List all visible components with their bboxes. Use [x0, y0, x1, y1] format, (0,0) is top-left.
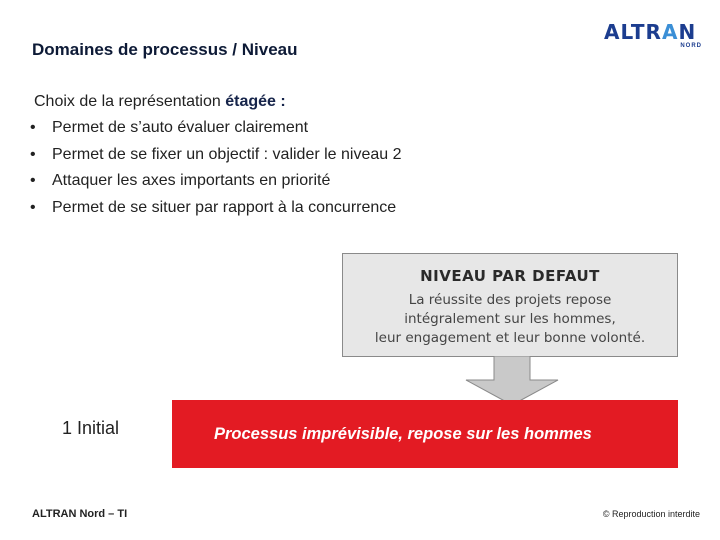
- bullet-item: [30, 195, 402, 222]
- bullet-dot: •: [30, 172, 36, 189]
- bullet-text: Attaquer les axes importants en priorité: [52, 172, 331, 189]
- slide-title: Domaines de processus / Niveau: [32, 40, 298, 59]
- bullet-list: [30, 115, 402, 221]
- bullet-text: Permet de se fixer un objectif : valider le niveau 2: [52, 145, 402, 163]
- logo-word-accent: A: [661, 20, 679, 44]
- callout-body: [343, 291, 677, 348]
- altran-logo: [604, 22, 704, 52]
- intro-line: [34, 89, 286, 115]
- bullet-item: [30, 115, 402, 142]
- level-label: 1 Initial: [62, 418, 120, 438]
- intro-lead-strong: étagée :: [225, 93, 286, 110]
- logo-word-main: ALTR: [604, 20, 662, 44]
- bullet-item: [30, 168, 402, 195]
- logo-wordmark: [604, 22, 696, 42]
- default-level-callout: [342, 253, 678, 357]
- intro-lead: Choix de la représentation: [34, 93, 226, 110]
- callout-line: intégralement sur les hommes,: [404, 311, 616, 327]
- logo-word-end: N: [678, 20, 697, 44]
- down-arrow-icon: [462, 356, 562, 406]
- bullet-dot: •: [30, 119, 36, 136]
- footer-left: ALTRAN Nord – TI: [32, 508, 128, 520]
- bullet-dot: •: [30, 145, 36, 163]
- bullet-item: [30, 142, 402, 169]
- bullet-text: Permet de se situer par rapport à la concurrence: [52, 198, 397, 216]
- callout-line: leur engagement et leur bonne volonté.: [374, 330, 646, 346]
- bullet-text: Permet de s’auto évaluer clairement: [52, 119, 309, 136]
- level-bar: [172, 400, 678, 468]
- logo-subtitle: NORD: [680, 43, 702, 49]
- callout-line: La réussite des projets repose: [408, 292, 612, 308]
- callout-title: NIVEAU PAR DEFAUT: [420, 267, 600, 285]
- footer-right: © Reproduction interdite: [602, 509, 700, 519]
- bullet-dot: •: [30, 198, 36, 216]
- level-bar-text: Processus imprévisible, repose sur les hommes: [214, 424, 592, 443]
